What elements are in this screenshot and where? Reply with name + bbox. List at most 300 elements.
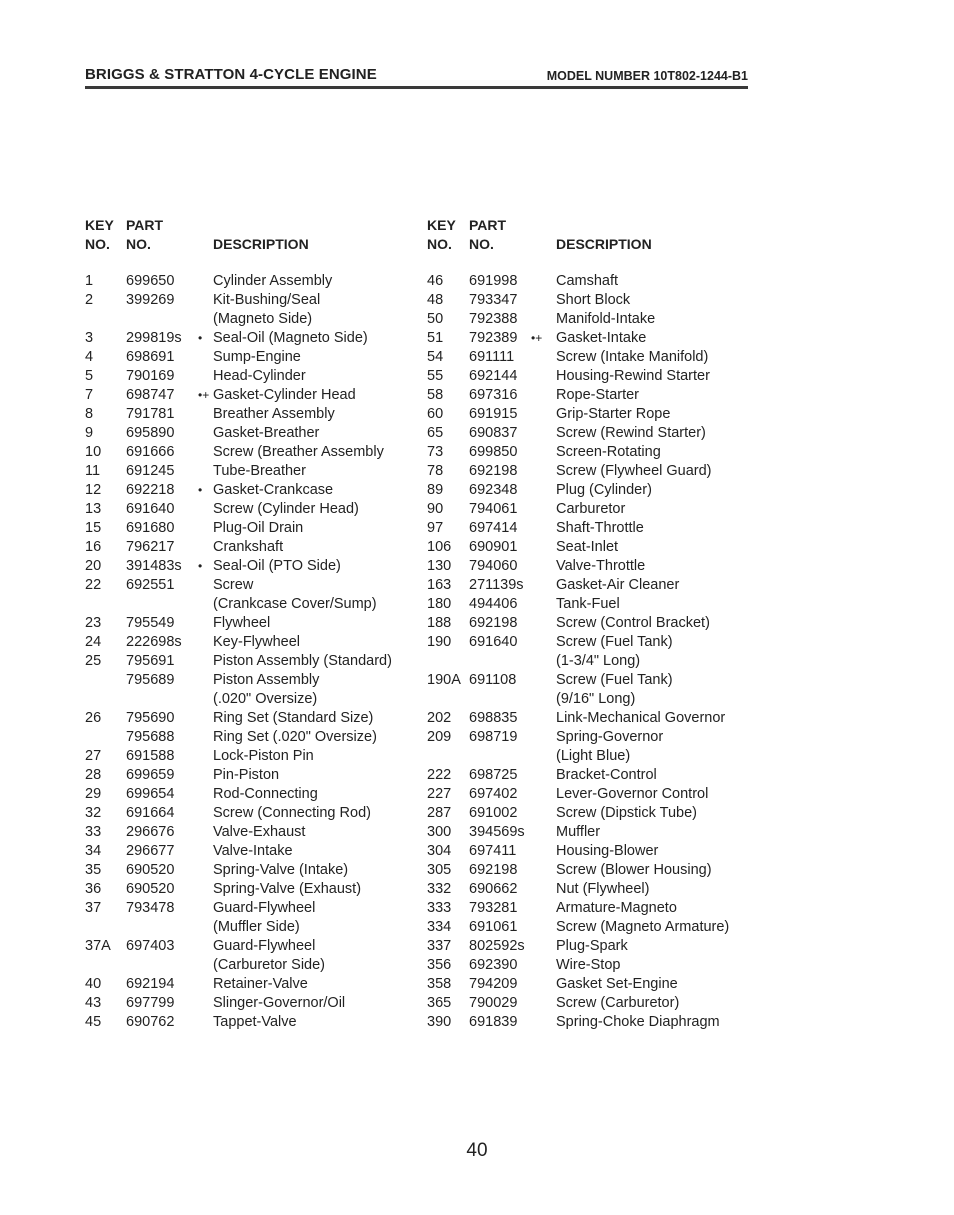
key-number: 90 [427,501,444,517]
part-description: Guard-Flywheel [213,938,316,954]
part-description: Screw (Rewind Starter) [556,425,706,441]
part-number: 690901 [469,539,518,555]
model-number: MODEL NUMBER 10T802-1244-B1 [546,69,748,83]
key-number: 15 [85,520,102,536]
table-row [85,481,420,500]
table-row [85,291,420,310]
part-number: 697414 [469,520,518,536]
part-description: Screw (Magneto Armature) [556,919,730,935]
part-description: Screen-Rotating [556,444,661,460]
part-description: Screw (Flywheel Guard) [556,463,712,479]
part-description: Link-Mechanical Governor [556,710,726,726]
table-row [427,367,757,386]
key-number: 40 [85,976,102,992]
part-number: 299819s [126,330,182,346]
table-row [85,538,420,557]
part-number: 692144 [469,368,518,384]
part-description: Plug-Spark [556,938,628,954]
key-number: 50 [427,311,444,327]
part-description: Plug-Oil Drain [213,520,304,536]
part-number: 692194 [126,976,175,992]
key-number: 334 [427,919,452,935]
part-description: Screw (Dipstick Tube) [556,805,698,821]
key-number: 32 [85,805,102,821]
key-number: 23 [85,615,102,631]
part-description: Gasket-Crankcase [213,482,334,498]
part-number: 790169 [126,368,175,384]
key-number: 24 [85,634,102,650]
part-number: 690662 [469,881,518,897]
key-number: 89 [427,482,444,498]
part-description: Screw (Carburetor) [556,995,680,1011]
key-number: 337 [427,938,452,954]
key-number: 190 [427,634,452,650]
part-number: 691002 [469,805,518,821]
table-row [427,1013,757,1032]
part-number: 296677 [126,843,175,859]
table-row [85,595,420,614]
part-number: 794060 [469,558,518,574]
table-row [427,975,757,994]
table-row [427,633,757,652]
table-row [85,462,420,481]
part-number: 692390 [469,957,518,973]
part-description: Screw (Breather Assembly [213,444,384,460]
key-number: 34 [85,843,102,859]
key-number: 54 [427,349,444,365]
table-row [427,595,757,614]
part-number: 795549 [126,615,175,631]
part-mark: •+ [531,331,543,345]
key-number: 222 [427,767,452,783]
table-row [85,519,420,538]
table-row [427,690,757,709]
part-number: 795688 [126,729,175,745]
column-headers-left [85,215,420,257]
key-number: 287 [427,805,452,821]
key-number: 97 [427,520,444,536]
part-description: Nut (Flywheel) [556,881,650,897]
key-number: 9 [85,425,94,441]
part-description: Gasket-Breather [213,425,320,441]
part-number: 691111 [469,349,515,365]
key-number: 209 [427,729,452,745]
header-key: KEY [85,217,114,233]
part-description: Sump-Engine [213,349,301,365]
part-description: Wire-Stop [556,957,621,973]
key-number: 43 [85,995,102,1011]
key-number: 48 [427,292,444,308]
key-number: 190A [427,672,461,688]
part-number: 222698s [126,634,182,650]
table-row [427,291,757,310]
part-number: 690762 [126,1014,175,1030]
part-description: Screw (Connecting Rod) [213,805,371,821]
part-description: Rod-Connecting [213,786,318,802]
key-number: 305 [427,862,452,878]
key-number: 13 [85,501,102,517]
key-number: 33 [85,824,102,840]
table-row [427,994,757,1013]
table-row [427,272,757,291]
part-number: 698719 [469,729,518,745]
part-number: 792389 [469,330,518,346]
part-number: 793478 [126,900,175,916]
part-number: 697403 [126,938,175,954]
table-row [85,500,420,519]
header-description: DESCRIPTION [213,236,309,252]
part-description: Carburetor [556,501,626,517]
table-row [85,310,420,329]
rows-right [427,272,757,1032]
part-number: 691588 [126,748,175,764]
part-number: 391483s [126,558,182,574]
part-description: Guard-Flywheel [213,900,316,916]
key-number: 333 [427,900,452,916]
table-row [427,937,757,956]
table-row [427,861,757,880]
part-number: 692198 [469,463,518,479]
part-number: 691998 [469,273,518,289]
key-number: 25 [85,653,102,669]
part-mark: • [198,559,203,573]
part-description: Spring-Valve (Exhaust) [213,881,362,897]
part-description: Rope-Starter [556,387,640,403]
key-number: 1 [85,273,94,289]
key-number: 356 [427,957,452,973]
rows-left [85,272,420,1032]
table-row [85,861,420,880]
part-description: Valve-Intake [213,843,293,859]
table-row [85,975,420,994]
key-number: 202 [427,710,452,726]
part-description: Retainer-Valve [213,976,308,992]
table-row [427,329,757,348]
part-number: 699850 [469,444,518,460]
key-number: 27 [85,748,102,764]
key-number: 7 [85,387,94,403]
key-number: 37 [85,900,102,916]
part-description: Pin-Piston [213,767,280,783]
part-number: 699654 [126,786,175,802]
part-description: Gasket Set-Engine [556,976,678,992]
header-key-no: NO. [85,236,110,252]
key-number: 73 [427,444,444,460]
part-number: 794209 [469,976,518,992]
key-number: 78 [427,463,444,479]
part-number: 793347 [469,292,518,308]
part-number: 692198 [469,862,518,878]
key-number: 2 [85,292,94,308]
part-number: 691108 [469,672,517,688]
key-number: 65 [427,425,444,441]
part-number: 692218 [126,482,175,498]
part-description: (1-3/4" Long) [556,653,641,669]
table-row [85,785,420,804]
part-description: (9/16" Long) [556,691,636,707]
part-number: 699659 [126,767,175,783]
part-description: Spring-Valve (Intake) [213,862,349,878]
part-number: 698725 [469,767,518,783]
table-row [85,728,420,747]
table-row [85,576,420,595]
table-row [427,766,757,785]
table-row [85,709,420,728]
table-row [427,785,757,804]
part-description: Tube-Breather [213,463,306,479]
key-number: 11 [85,463,101,479]
key-number: 163 [427,577,452,593]
key-number: 5 [85,368,94,384]
part-number: 699650 [126,273,175,289]
part-description: Grip-Starter Rope [556,406,671,422]
key-number: 10 [85,444,102,460]
part-description: Plug (Cylinder) [556,482,652,498]
key-number: 304 [427,843,452,859]
table-row [85,937,420,956]
part-description: Gasket-Cylinder Head [213,387,356,403]
part-number: 296676 [126,824,175,840]
part-number: 792388 [469,311,518,327]
part-number: 793281 [469,900,518,916]
table-row [427,671,757,690]
part-description: Shaft-Throttle [556,520,644,536]
table-row [427,804,757,823]
table-row [85,614,420,633]
part-number: 802592s [469,938,525,954]
table-row [85,842,420,861]
table-row [427,443,757,462]
table-row [427,899,757,918]
table-row [427,823,757,842]
table-row [85,386,420,405]
table-row [85,899,420,918]
part-description: Kit-Bushing/Seal [213,292,321,308]
table-row [427,462,757,481]
table-row [427,728,757,747]
parts-list-left [85,215,420,1032]
part-number: 796217 [126,539,175,555]
key-number: 60 [427,406,444,422]
part-number: 691640 [469,634,518,650]
table-row [85,443,420,462]
part-number: 794061 [469,501,518,517]
key-number: 4 [85,349,94,365]
part-number: 795691 [126,653,175,669]
part-description: Gasket-Air Cleaner [556,577,680,593]
table-row [85,880,420,899]
part-description: (.020" Oversize) [213,691,318,707]
part-number: 697411 [469,843,517,859]
part-number: 271139s [469,577,524,593]
key-number: 332 [427,881,452,897]
table-row [85,994,420,1013]
part-description: (Light Blue) [556,748,631,764]
header-rule [85,86,748,89]
part-number: 690520 [126,881,175,897]
key-number: 28 [85,767,102,783]
part-description: Screw (Cylinder Head) [213,501,359,517]
part-description: Piston Assembly (Standard) [213,653,392,669]
key-number: 45 [85,1014,102,1030]
part-description: Muffler [556,824,601,840]
part-description: Tappet-Valve [213,1014,297,1030]
part-description: Lock-Piston Pin [213,748,314,764]
part-description: (Muffler Side) [213,919,300,935]
part-description: Spring-Choke Diaphragm [556,1014,720,1030]
part-description: Bracket-Control [556,767,657,783]
table-row [427,481,757,500]
header-part: PART [469,217,507,233]
part-description: Seat-Inlet [556,539,619,555]
part-number: 698747 [126,387,175,403]
part-number: 691061 [469,919,518,935]
part-number: 690520 [126,862,175,878]
part-description: Flywheel [213,615,271,631]
part-description: Screw (Fuel Tank) [556,634,673,650]
table-row [85,747,420,766]
part-description: Housing-Rewind Starter [556,368,710,384]
key-number: 22 [85,577,102,593]
part-description: Lever-Governor Control [556,786,709,802]
part-description: Cylinder Assembly [213,273,333,289]
key-number: 35 [85,862,102,878]
part-number: 691640 [126,501,175,517]
table-row [427,386,757,405]
part-description: (Crankcase Cover/Sump) [213,596,377,612]
header-part: PART [126,217,164,233]
table-row [85,918,420,937]
part-description: Breather Assembly [213,406,335,422]
part-number: 691664 [126,805,175,821]
key-number: 51 [427,330,444,346]
key-number: 358 [427,976,452,992]
part-description: Valve-Exhaust [213,824,306,840]
part-description: Ring Set (Standard Size) [213,710,374,726]
table-row [427,880,757,899]
table-row [427,956,757,975]
part-mark: • [198,483,203,497]
table-row [427,538,757,557]
table-row [427,519,757,538]
key-number: 55 [427,368,444,384]
table-row [85,956,420,975]
key-number: 36 [85,881,102,897]
table-row [427,348,757,367]
key-number: 26 [85,710,102,726]
part-number: 691839 [469,1014,518,1030]
part-number: 691915 [469,406,518,422]
part-number: 795689 [126,672,175,688]
part-mark: • [198,331,203,345]
part-description: (Carburetor Side) [213,957,326,973]
part-description: Crankshaft [213,539,284,555]
part-description: Slinger-Governor/Oil [213,995,346,1011]
part-description: Screw (Blower Housing) [556,862,712,878]
part-number: 795690 [126,710,175,726]
part-number: 697402 [469,786,518,802]
key-number: 37A [85,938,111,954]
part-number: 394569s [469,824,525,840]
table-row [427,614,757,633]
part-description: Tank-Fuel [556,596,620,612]
table-row [85,823,420,842]
table-row [85,272,420,291]
part-number: 691245 [126,463,175,479]
key-number: 130 [427,558,452,574]
part-number: 692198 [469,615,518,631]
table-row [427,652,757,671]
part-description: Short Block [556,292,631,308]
part-number: 697799 [126,995,175,1011]
part-description: Key-Flywheel [213,634,301,650]
table-row [85,652,420,671]
part-description: Spring-Governor [556,729,664,745]
column-headers-right [427,215,757,257]
part-number: 791781 [126,406,175,422]
table-row [427,918,757,937]
key-number: 46 [427,273,444,289]
table-row [85,671,420,690]
table-row [427,709,757,728]
part-number: 691680 [126,520,175,536]
table-row [427,842,757,861]
table-row [85,329,420,348]
header-description: DESCRIPTION [556,236,652,252]
part-number: 692348 [469,482,518,498]
key-number: 300 [427,824,452,840]
header-key: KEY [427,217,456,233]
header-part-no: NO. [469,236,494,252]
table-row [85,367,420,386]
table-row [427,500,757,519]
part-description: Valve-Throttle [556,558,646,574]
key-number: 390 [427,1014,452,1030]
part-description: Screw (Control Bracket) [556,615,710,631]
key-number: 180 [427,596,452,612]
key-number: 12 [85,482,102,498]
part-description: (Magneto Side) [213,311,313,327]
part-description: Camshaft [556,273,619,289]
part-description: Piston Assembly [213,672,320,688]
part-mark: •+ [198,388,210,402]
part-description: Housing-Blower [556,843,659,859]
key-number: 365 [427,995,452,1011]
table-row [427,310,757,329]
page-number: 40 [466,1140,488,1161]
key-number: 8 [85,406,94,422]
key-number: 16 [85,539,102,555]
part-number: 691666 [126,444,175,460]
key-number: 106 [427,539,452,555]
header-part-no: NO. [126,236,151,252]
table-row [85,557,420,576]
header-title: BRIGGS & STRATTON 4-CYCLE ENGINE [85,66,377,83]
header-key-no: NO. [427,236,452,252]
table-row [85,804,420,823]
table-row [427,576,757,595]
table-row [85,1013,420,1032]
part-number: 698691 [126,349,175,365]
part-description: Seal-Oil (Magneto Side) [213,330,368,346]
part-number: 698835 [469,710,518,726]
part-description: Screw [213,577,254,593]
table-row [85,405,420,424]
key-number: 227 [427,786,452,802]
part-description: Screw (Fuel Tank) [556,672,673,688]
part-description: Ring Set (.020" Oversize) [213,729,377,745]
part-number: 697316 [469,387,518,403]
